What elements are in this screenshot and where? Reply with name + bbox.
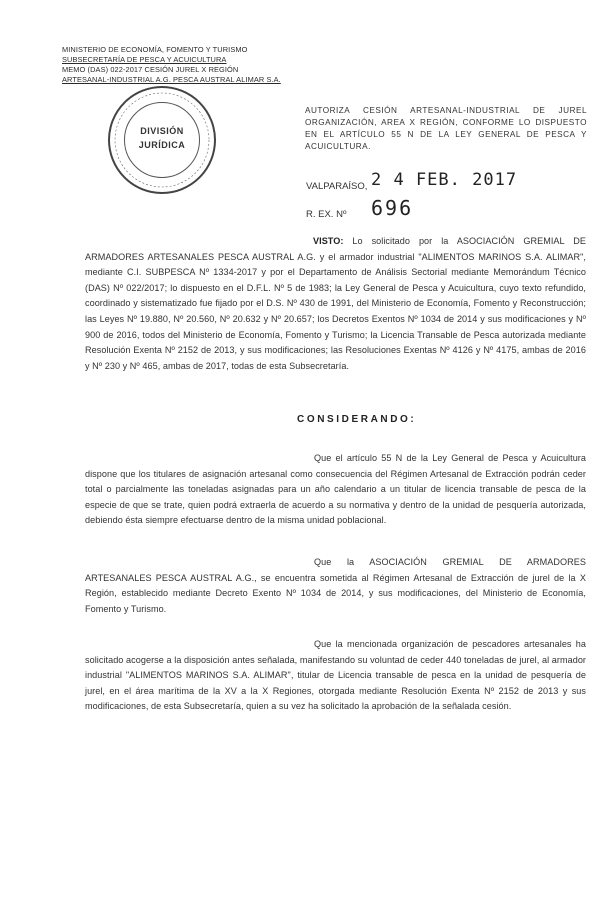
header-subsecretaria: SUBSECRETARÍA DE PESCA Y ACUICULTURA bbox=[62, 55, 227, 64]
date-stamp: 2 4 FEB. 2017 bbox=[371, 170, 518, 190]
header-parties: ARTESANAL-INDUSTRIAL A.G. PESCA AUSTRAL ALIMAR S.A. bbox=[62, 75, 281, 84]
header-ministry: MINISTERIO DE ECONOMÍA, FOMENTO Y TURISMO bbox=[62, 45, 248, 54]
visto-label: VISTO: bbox=[313, 236, 344, 246]
visto-paragraph bbox=[85, 234, 586, 374]
rex-label: R. EX. Nº bbox=[306, 209, 347, 220]
division-juridica-stamp bbox=[108, 86, 216, 194]
considerando-paragraph-2: Que la ASOCIACIÓN GREMIAL DE ARMADORES ARTESANALES PESCA AUSTRAL A.G., se encuentra sometida al Régimen Artesanal de Extracción de jurel de la X Región, establecido mediante Decreto Exento Nº 1034 de 2014, y sus modificaciones, del Ministerio de Economía, Fomento y Turismo. bbox=[85, 557, 586, 614]
visto-text: Lo solicitado por la ASOCIACIÓN GREMIAL DE ARMADORES ARTESANALES PESCA AUSTRAL A.G. y el armador industrial "ALIMENTOS MARINOS S.A. ALIMAR", mediante C.I. SUBPESCA Nº 1334-2017 y por el Departamento de Análisis Sectorial mediante Memorándum Técnico (DAS) Nº 022/2017; lo dispuesto en el D.F.L. Nº 5 de 1983; la Ley General de Pesca y Acuicultura, cuyo texto refundido, coordinado y sistematizado fue fijado por el D.S. Nº 430 de 1991, del Ministerio de Economía, Fomento y Reconstrucción; las Leyes Nº 19.880, Nº 20.560, Nº 20.632 y Nº 20.657; los Decretos Exentos Nº 1034 de 2014 y sus modificaciones y Nº 900 de 2016, todos del Ministerio de Economía, Fomento y Turismo; la Licencia Transable de Pesca autorizada mediante Resolución Exenta Nº 2152 de 2013, y sus modificaciones; las Resoluciones Exentas Nº 4126 y Nº 4175, ambas de 2016 y Nº 230 y Nº 465, ambas de 2017, todas de esta Subsecretaría. bbox=[85, 236, 586, 371]
header-memo: MEMO (DAS) 022-2017 CESIÓN JUREL X REGIÓN bbox=[62, 65, 239, 74]
considerando-heading: CONSIDERANDO: bbox=[297, 414, 417, 425]
considerando-paragraph-3: Que la mencionada organización de pescadores artesanales ha solicitado acogerse a la disposición antes señalada, manifestando su voluntad de ceder 440 toneladas de jurel, al armador industrial "ALIMENTOS MARINOS S.A. ALIMAR", titular de Licencia transable de pesca en la unidad de pesquería de jurel, en el área marítima de la XV a la X Regiones, otorgada mediante Resolución Exenta Nº 2152 de 2013 y sus modificaciones, de esta Subsecretaría, quien a su vez ha solicitado la aprobación de la señalada cesión. bbox=[85, 639, 586, 712]
header-block bbox=[62, 45, 281, 85]
considerando-paragraph-1: Que el artículo 55 N de la Ley General de Pesca y Acuicultura dispone que los titulares de asignación artesanal como consecuencia del Régimen Artesanal de Extracción podrán ceder total o parcialmente las toneladas asignadas para un año calendario a un titular de licencia transable de pesca de la especie de que se trate, quien podrá extraerla de acuerdo a su normativa y dentro de la unidad de pesquería autorizada, debiendo ésta siempre efectuarse dentro de la misma unidad poblacional. bbox=[85, 453, 586, 526]
rex-number: 696 bbox=[371, 196, 414, 220]
place-label: VALPARAÍSO, bbox=[306, 181, 368, 192]
stamp-line-juridica: JURÍDICA bbox=[138, 140, 186, 150]
resolution-subject: AUTORIZA CESIÓN ARTESANAL-INDUSTRIAL DE JUREL ORGANIZACIÓN, AREA X REGIÓN, CONFORME LO DISPUESTO EN EL ARTÍCULO 55 N DE LA LEY GENERAL DE PESCA Y ACUICULTURA. bbox=[305, 106, 587, 151]
stamp-line-division: DIVISIÓN bbox=[140, 126, 184, 136]
